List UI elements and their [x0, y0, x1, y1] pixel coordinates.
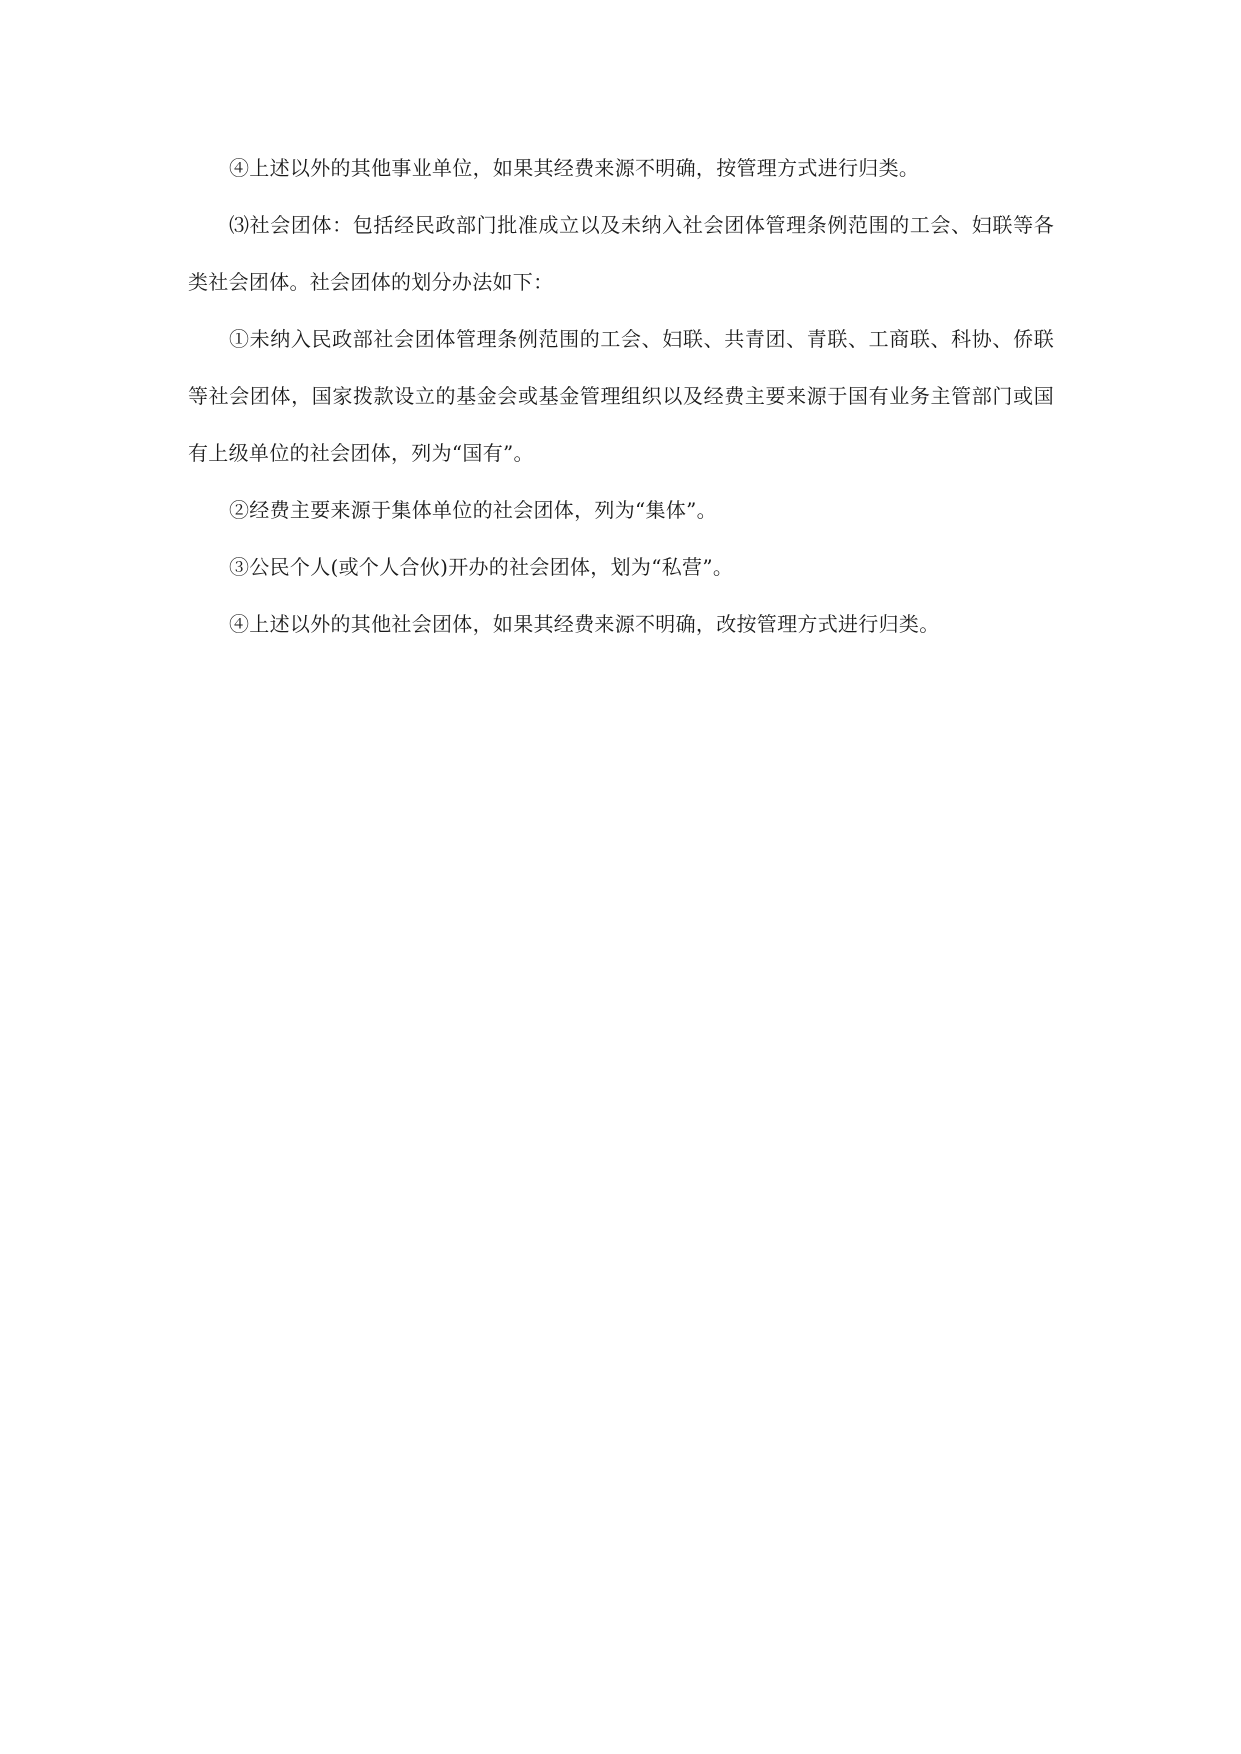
paragraph-other-institutions: ④上述以外的其他事业单位，如果其经费来源不明确，按管理方式进行归类。 — [229, 156, 920, 180]
paragraph-collective: ②经费主要来源于集体单位的社会团体，列为“集体”。 — [229, 498, 717, 522]
paragraph-private: ③公民个人(或个人合伙)开办的社会团体，划为“私营”。 — [229, 555, 734, 579]
paragraph-state-owned: ①未纳入民政部社会团体管理条例范围的工会、妇联、共青团、青联、工商联、科协、侨联等社会团体，国家拨款设立的基金会或基金管理组织以及经费主要来源于国有业务主管部门或国有上级单位的社会团体，列为“国有”。 — [188, 327, 1054, 465]
body-text — [188, 140, 1054, 653]
paragraph-social-groups-definition: ⑶社会团体：包括经民政部门批准成立以及未纳入社会团体管理条例范围的工会、妇联等各类社会团体。社会团体的划分办法如下： — [188, 213, 1054, 294]
paragraph-other-social-groups: ④上述以外的其他社会团体，如果其经费来源不明确，改按管理方式进行归类。 — [229, 612, 940, 636]
